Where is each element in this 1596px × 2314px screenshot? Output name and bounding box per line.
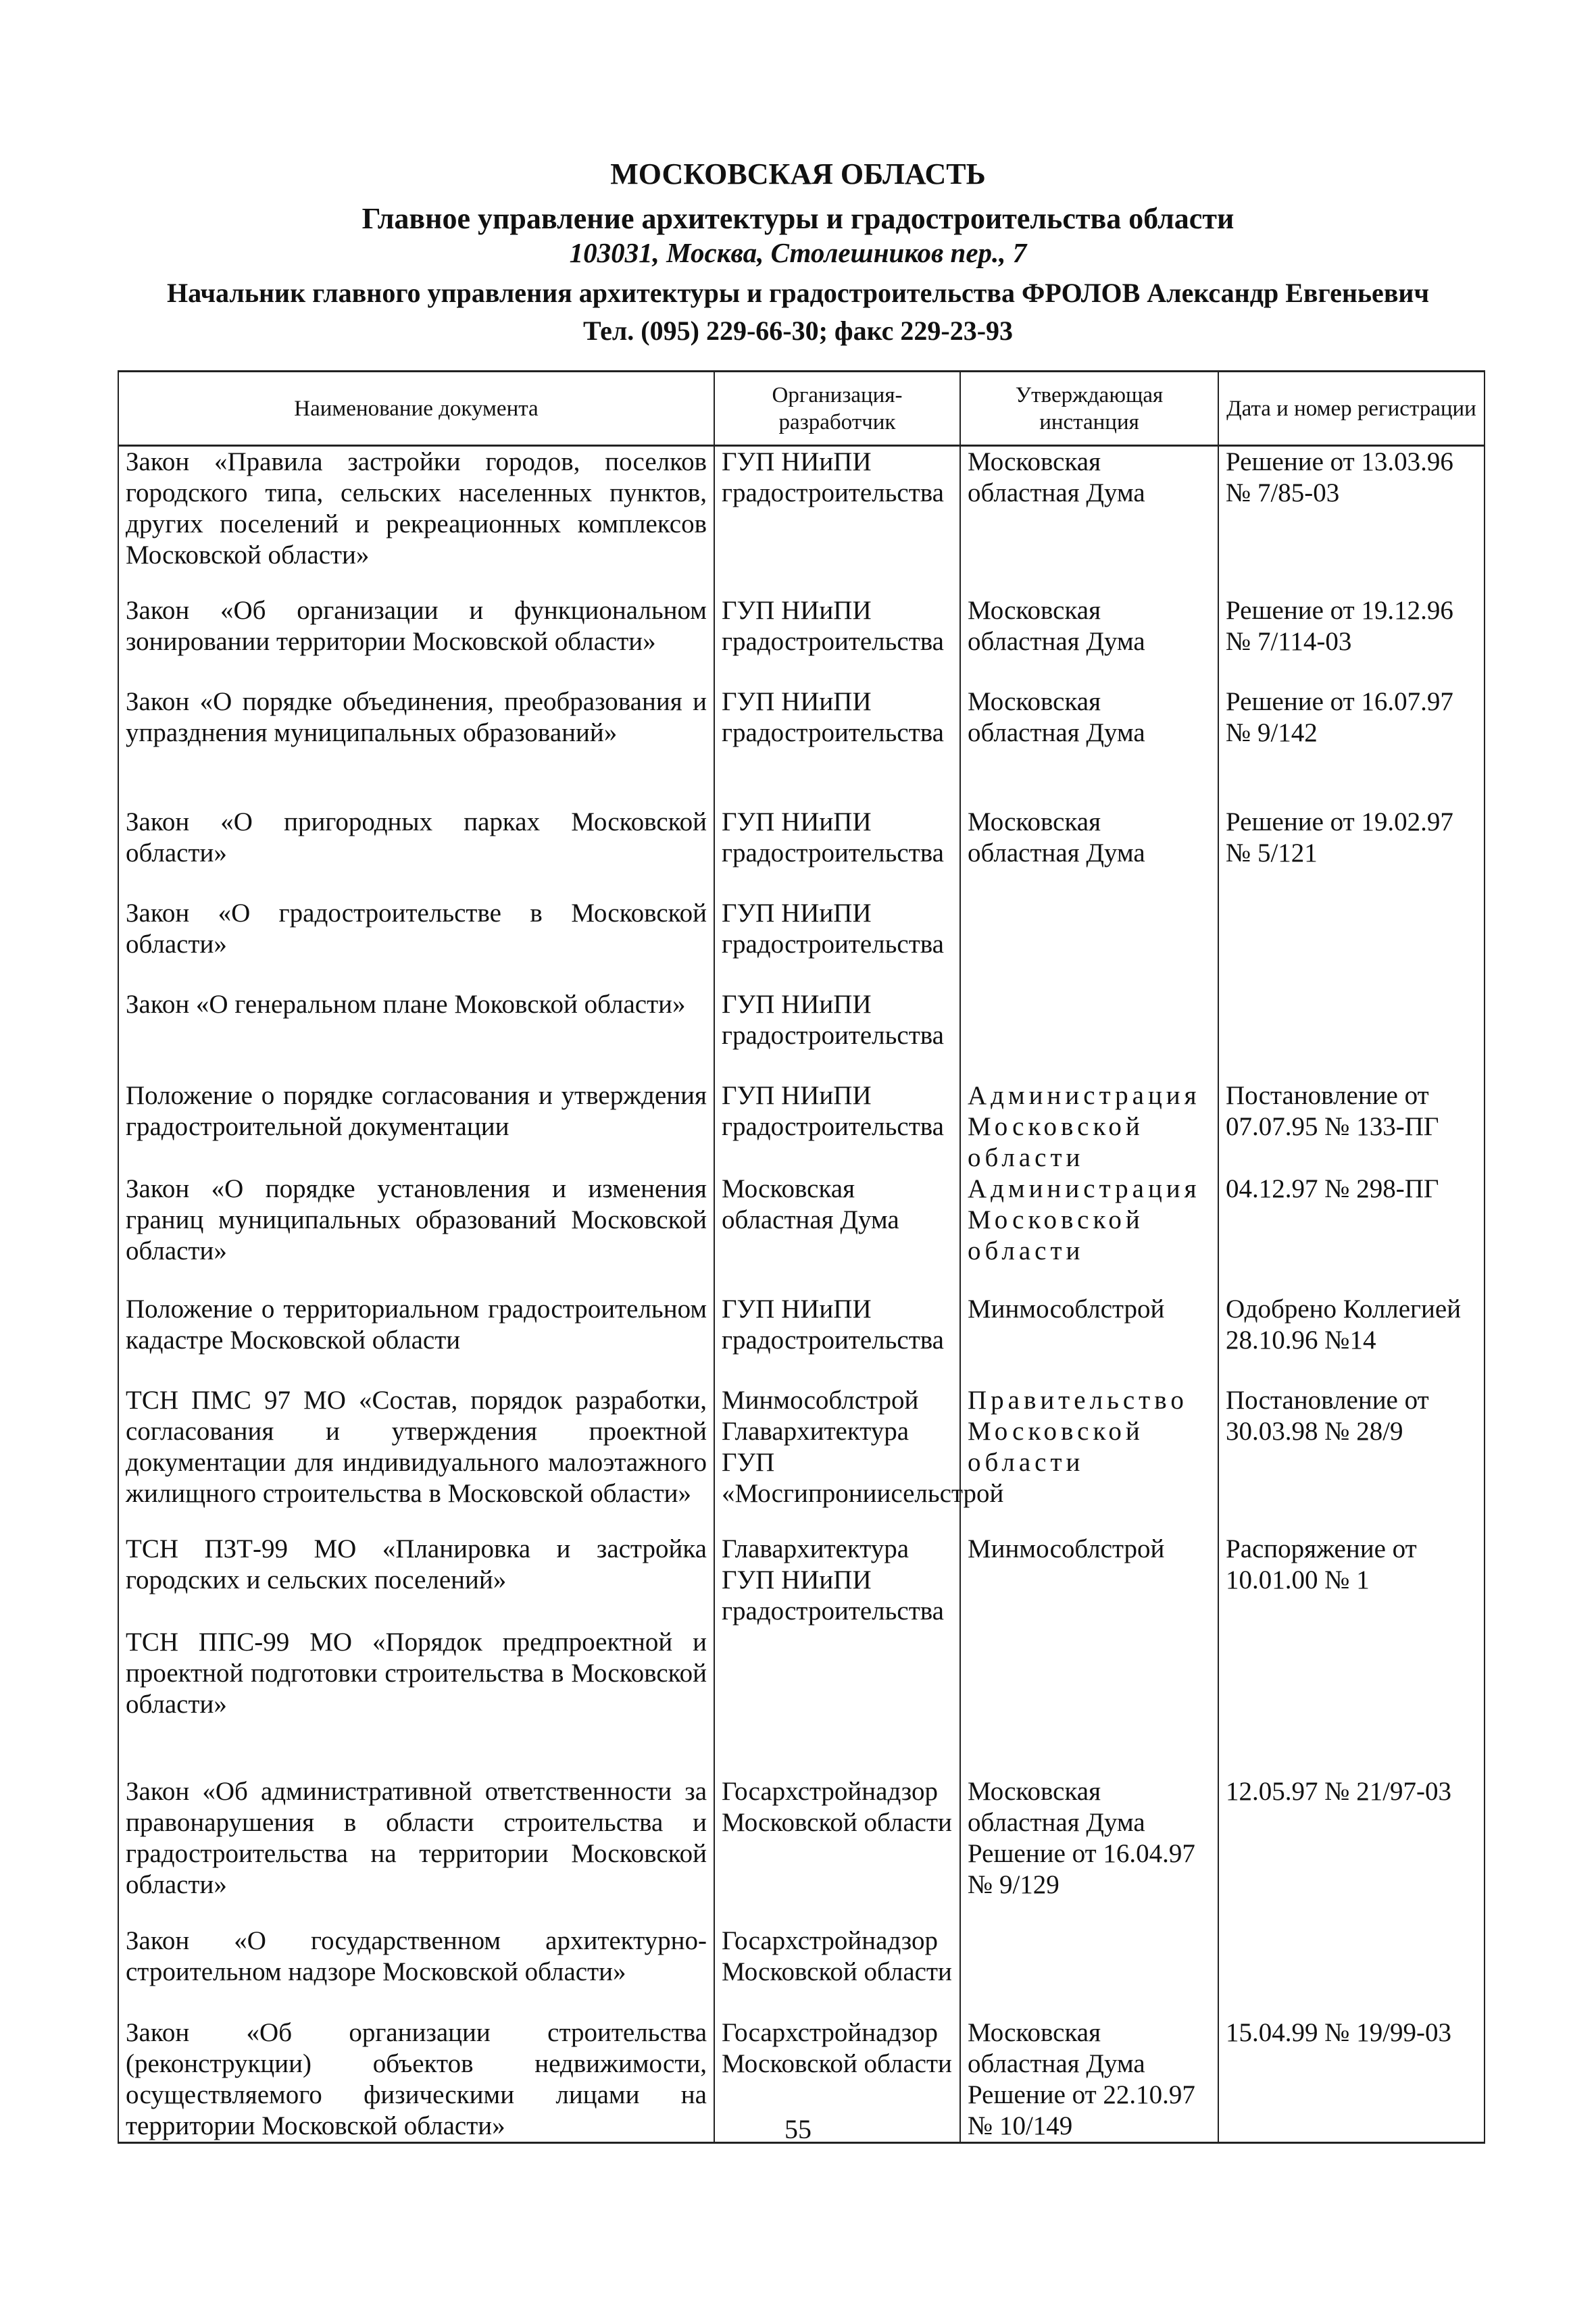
cell-document-name: ТСН ПМС 97 МО «Состав, порядок разработки, согласования и утверждения проектной документации для индивидуального малоэтажного жилищного строительства в Московской области» [118,1385,714,1534]
table-row [118,1926,1485,2017]
cell-developer: ГУП НИиПИ градостроительства [714,807,960,898]
table-row [118,807,1485,898]
table-row [118,1776,1485,1926]
cell-developer: Главархитектура ГУП НИиПИ градостроительства [714,1534,960,1627]
cell-developer: Московская областная Дума [714,1174,960,1294]
cell-document-name: Закон «О порядке объединения, преобразования и упразднения муниципальных образований» [118,686,714,807]
cell-authority: Московская областная Дума Решение от 16.04.97 № 9/129 [960,1776,1218,1926]
cell-registration: Распоряжение от 10.01.00 № 1 [1218,1534,1485,1627]
cell-developer: Госархстройнадзор Московской области [714,2017,960,2143]
table-row [118,446,1485,595]
cell-authority: Московская областная Дума [960,446,1218,595]
cell-document-name: Закон «Правила застройки городов, поселков городского типа, сельских населенных пунктов, других поселений и рекреационных комплексов Московской области» [118,446,714,595]
cell-document-name: Положение о порядке согласования и утверждения градостроительной документации [118,1080,714,1174]
table-row [118,1294,1485,1385]
cell-document-name: Закон «О градостроительстве в Московской области» [118,898,714,989]
cell-document-name: Закон «О порядке установления и изменения границ муниципальных образований Московской области» [118,1174,714,1294]
cell-authority [960,898,1218,989]
cell-document-name: Закон «О генеральном плане Моковской области» [118,989,714,1080]
address-line: 103031, Москва, Столешников пер., 7 [569,237,1027,268]
cell-developer [714,1627,960,1776]
cell-developer: Минмособлстрой Главархитектура ГУП «Мосгипрониисельстрой [714,1385,960,1534]
cell-authority: Московская областная Дума [960,595,1218,686]
table-row [118,989,1485,1080]
cell-registration: 04.12.97 № 298-ПГ [1218,1174,1485,1294]
table-row [118,1174,1485,1294]
cell-registration: Решение от 13.03.96 № 7/85-03 [1218,446,1485,595]
cell-developer: ГУП НИиПИ градостроительства [714,989,960,1080]
cell-registration [1218,898,1485,989]
cell-developer: Госархстройнадзор Московской области [714,1926,960,2017]
cell-registration: Решение от 19.12.96 № 7/114-03 [1218,595,1485,686]
cell-developer: ГУП НИиПИ градостроительства [714,446,960,595]
cell-registration: 12.05.97 № 21/97-03 [1218,1776,1485,1926]
table-row [118,1627,1485,1776]
table-row [118,1385,1485,1534]
cell-developer: ГУП НИиПИ градостроительства [714,1294,960,1385]
cell-developer: ГУП НИиПИ градостроительства [714,1080,960,1174]
cell-developer: ГУП НИиПИ градостроительства [714,686,960,807]
cell-authority: Московская областная Дума Решение от 22.10.97 № 10/149 [960,2017,1218,2143]
cell-document-name: Закон «Об организации строительства (реконструкции) объектов недвижимости, осуществляемого физическими лицами на территории Московской области» [118,2017,714,2143]
head-line: Начальник главного управления архитектуры и градостроительства ФРОЛОВ Александр Евгеньевич [166,278,1430,308]
table-header-row [118,372,1485,446]
cell-registration: Постановление от 07.07.95 № 133-ПГ [1218,1080,1485,1174]
cell-developer: Госархстройнадзор Московской области [714,1776,960,1926]
cell-authority [960,989,1218,1080]
cell-registration: Одобрено Коллегией 28.10.96 №14 [1218,1294,1485,1385]
cell-authority [960,1627,1218,1776]
region-title: МОСКОВСКАЯ ОБЛАСТЬ [610,157,986,191]
cell-document-name: Закон «О пригородных парках Московской области» [118,807,714,898]
cell-registration [1218,1926,1485,2017]
cell-authority: Правительство Московской области [960,1385,1218,1534]
column-header-developer: Организация-разработчик [714,372,960,446]
column-header-authority: Утверждающая инстанция [960,372,1218,446]
cell-registration [1218,1627,1485,1776]
organization-title: Главное управление архитектуры и градостроительства области [361,202,1235,235]
cell-authority: Администрация Московской области [960,1080,1218,1174]
cell-authority: Минмособлстрой [960,1294,1218,1385]
cell-registration: Постановление от 30.03.98 № 28/9 [1218,1385,1485,1534]
cell-authority [960,1926,1218,2017]
table-row [118,686,1485,807]
cell-authority: Московская областная Дума [960,686,1218,807]
cell-document-name: Закон «Об организации и функциональном зонировании территории Московской области» [118,595,714,686]
cell-registration [1218,989,1485,1080]
table-row [118,1080,1485,1174]
table-row [118,595,1485,686]
cell-authority: Минмособлстрой [960,1534,1218,1627]
documents-table [118,370,1485,2144]
table-row [118,898,1485,989]
cell-document-name: ТСН ППС-99 МО «Порядок предпроектной и проектной подготовки строительства в Московской области» [118,1627,714,1776]
cell-authority: Московская областная Дума [960,807,1218,898]
cell-registration: Решение от 16.07.97 № 9/142 [1218,686,1485,807]
page-number: 55 [784,2114,812,2144]
table-row [118,1534,1485,1627]
cell-document-name: ТСН ПЗТ-99 МО «Планировка и застройка городских и сельских поселений» [118,1534,714,1627]
cell-developer: ГУП НИиПИ градостроительства [714,595,960,686]
cell-developer: ГУП НИиПИ градостроительства [714,898,960,989]
cell-authority: Администрация Московской области [960,1174,1218,1294]
contacts-line: Тел. (095) 229-66-30; факс 229-23-93 [582,316,1014,346]
column-header-document: Наименование документа [118,372,714,446]
cell-registration: Решение от 19.02.97 № 5/121 [1218,807,1485,898]
cell-document-name: Закон «Об административной ответственности за правонарушения в области строительства и градостроительства на территории Московской области» [118,1776,714,1926]
column-header-registration: Дата и номер регистрации [1218,372,1485,446]
cell-document-name: Закон «О государственном архитектурно-строительном надзоре Московской области» [118,1926,714,2017]
cell-document-name: Положение о территориальном градостроительном кадастре Московской области [118,1294,714,1385]
cell-registration: 15.04.99 № 19/99-03 [1218,2017,1485,2143]
